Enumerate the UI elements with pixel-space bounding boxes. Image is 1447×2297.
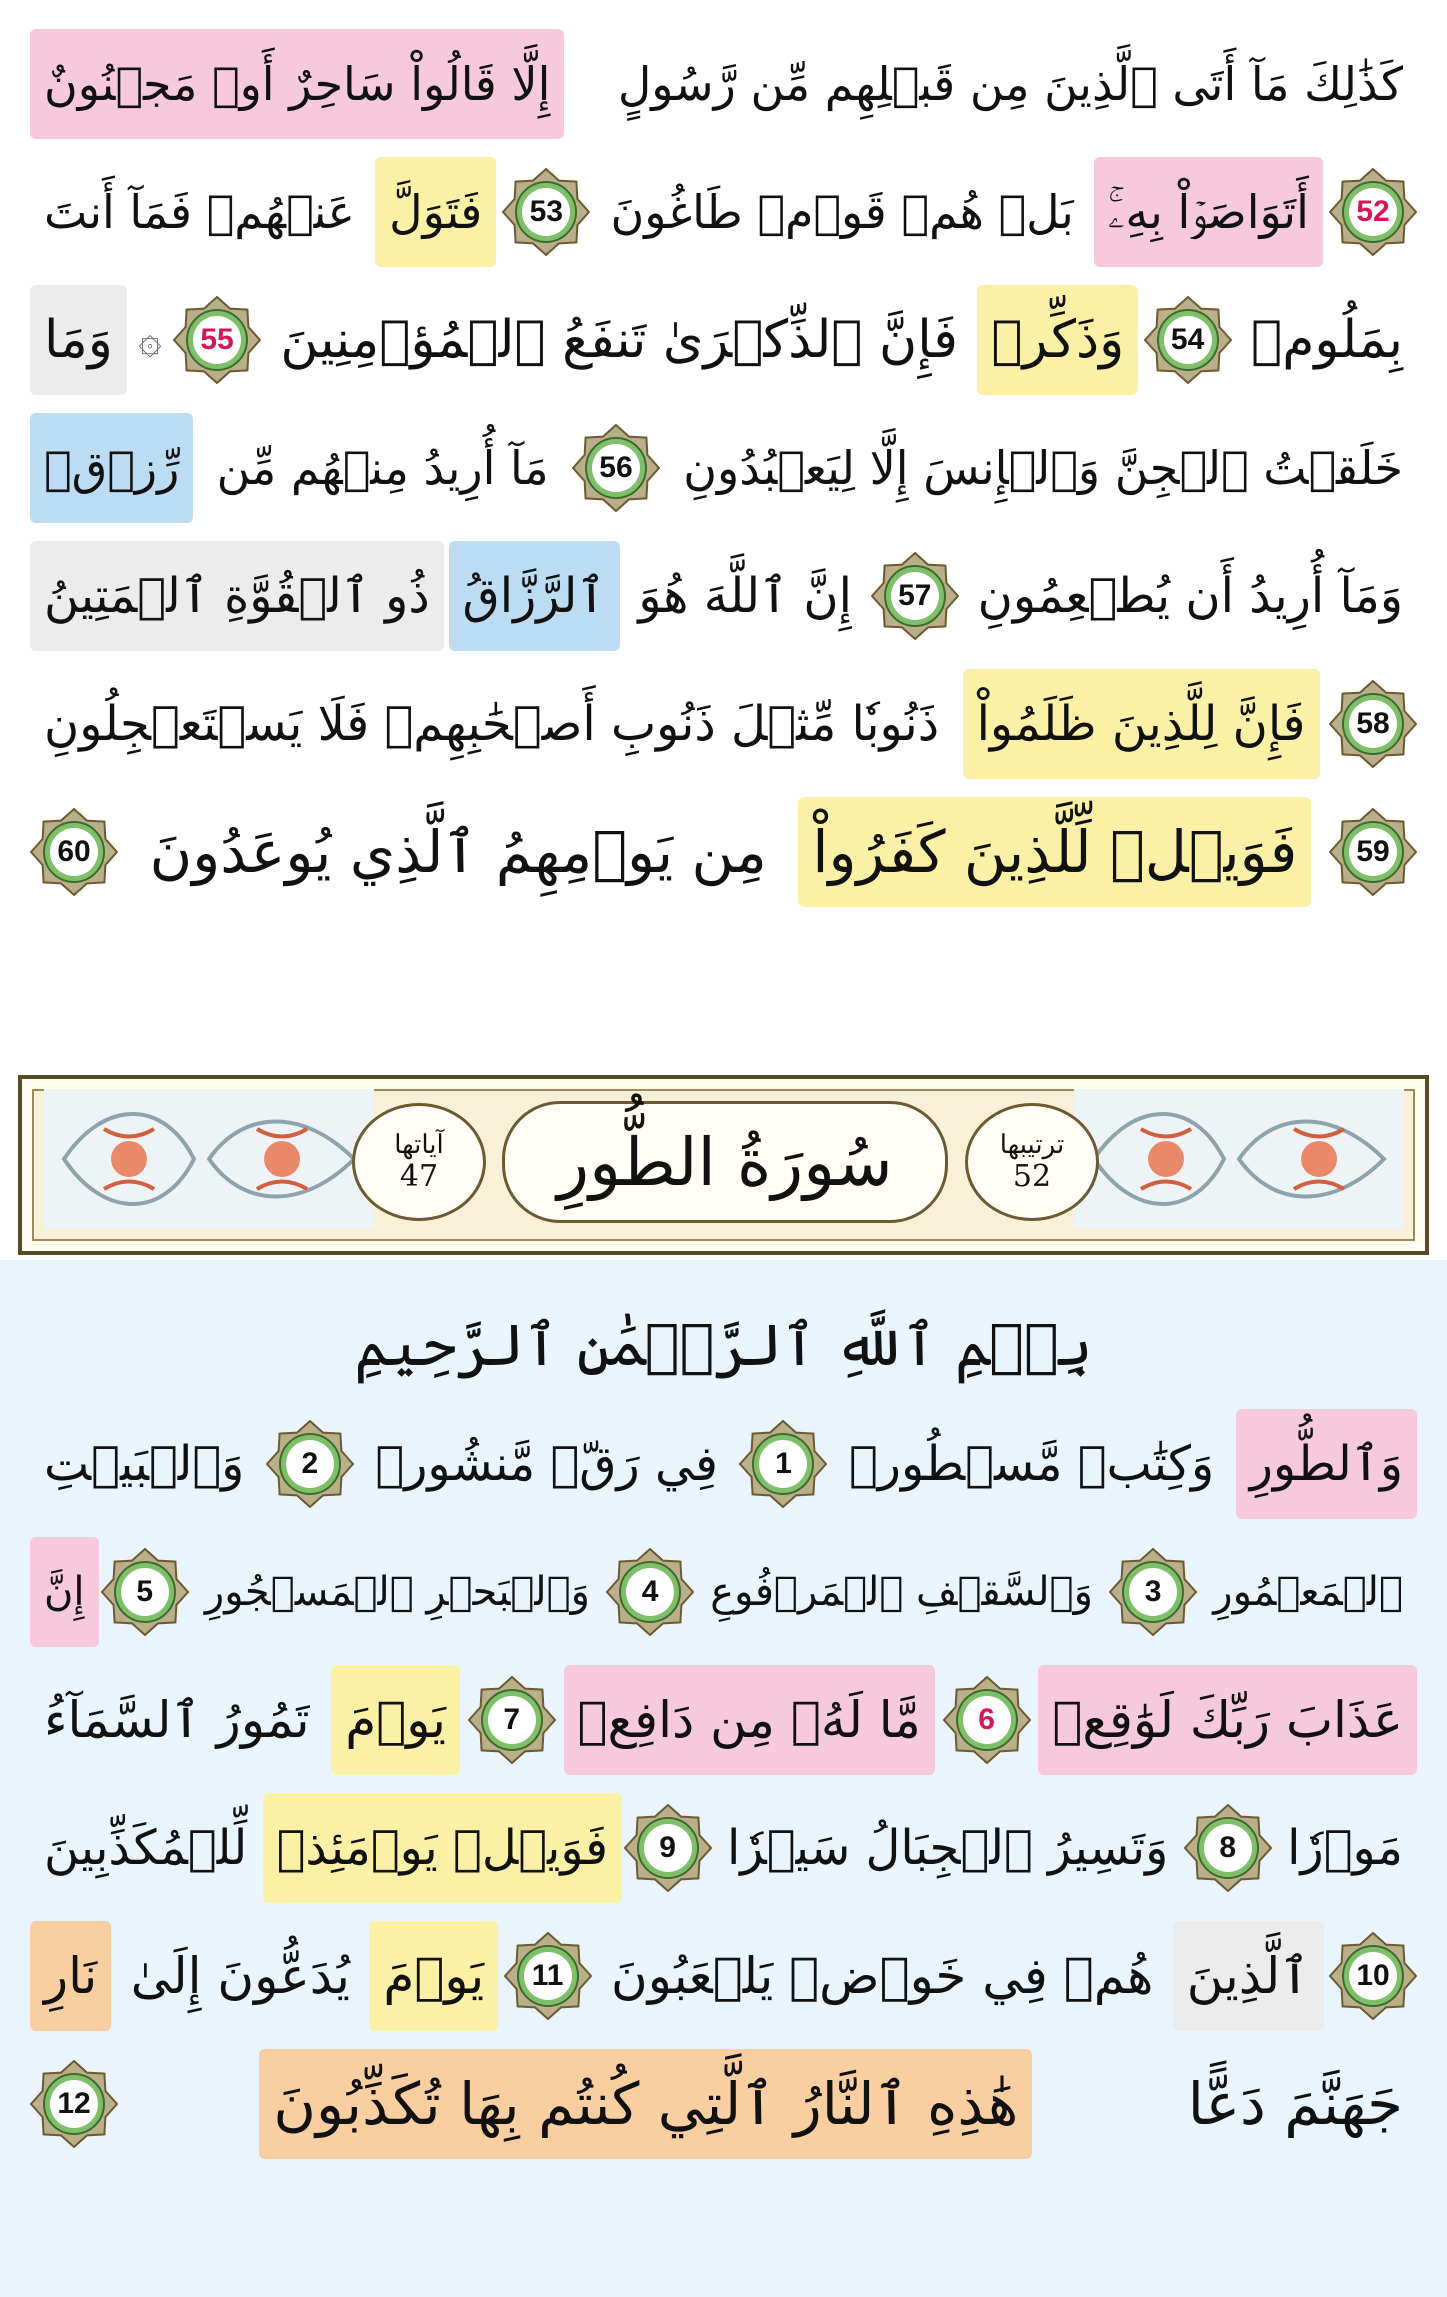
verse-text: فِي رَقّٖ مَّنشُورٖ [375, 1436, 718, 1492]
highlighted-verse-text: نَارِ [30, 1921, 111, 2031]
ayah-marker-icon[interactable] [266, 1420, 354, 1508]
ayah-marker-icon[interactable] [30, 2060, 118, 2148]
ayah-number: 60 [57, 835, 91, 868]
ayah-marker-icon[interactable] [606, 1548, 694, 1636]
text-line [30, 532, 1417, 660]
text-line [30, 2040, 1417, 2168]
ayah-marker-icon[interactable] [504, 1932, 592, 2020]
ayah-marker-icon[interactable] [468, 1676, 556, 1764]
highlighted-verse-text: رِّزۡقٖ [30, 413, 193, 523]
ayah-marker-icon[interactable] [871, 552, 959, 640]
verse-text: فَإِنَّ ٱلذِّكۡرَىٰ تَنفَعُ ٱلۡمُؤۡمِنِينَ [280, 310, 958, 370]
ayah-number: 55 [200, 323, 234, 356]
text-line [30, 404, 1417, 532]
verse-text: عَنۡهُمۡ فَمَآ أَنتَ [44, 185, 355, 239]
highlighted-verse-text: ٱلرَّزَّاقُ [449, 541, 620, 651]
highlighted-verse-text: أَتَوَاصَوۡاْ بِهِۦۚ [1094, 157, 1323, 267]
verses-label: آياتها [394, 1130, 444, 1160]
verse-text: مِن يَوۡمِهِمُ ٱلَّذِي يُوعَدُونَ [149, 818, 767, 886]
verse-count-medallion [352, 1103, 486, 1221]
highlighted-verse-text: مَّا لَهُۥ مِن دَافِعٖ [564, 1665, 935, 1775]
surah-banner [18, 1075, 1429, 1255]
surah-order-medallion [965, 1103, 1099, 1221]
verses-number: 47 [399, 1159, 439, 1194]
verse-text: وَٱلسَّقۡفِ ٱلۡمَرۡفُوعِ [710, 1569, 1093, 1615]
verse-text: إِنَّ ٱللَّهَ هُوَ [638, 568, 852, 624]
verse-text: وَمَآ أُرِيدُ أَن يُطۡعِمُونِ [977, 568, 1403, 624]
verse-text: بَلۡ هُمۡ قَوۡمٞ طَاغُونَ [610, 185, 1074, 239]
ayah-number: 7 [503, 1703, 521, 1736]
highlighted-verse-text: وَذَكِّرۡ [977, 285, 1138, 395]
ayah-number: 1 [775, 1447, 792, 1480]
ayah-marker-icon[interactable] [101, 1548, 189, 1636]
floral-ornament-icon [44, 1089, 374, 1229]
highlighted-verse-text: يَوۡمَ [369, 1921, 498, 2031]
highlighted-verse-text: وَٱلطُّورِ [1236, 1409, 1417, 1519]
surah-title: سُورَةُ الطُّورِ [502, 1101, 948, 1223]
ayah-marker-icon[interactable] [1329, 680, 1417, 768]
verse-text: ذَنُوبٗا مِّثۡلَ ذَنُوبِ أَصۡحَٰبِهِمۡ فَلَا يَسۡتَعۡجِلُونِ [44, 696, 940, 752]
ayah-number: 52 [1356, 195, 1390, 228]
ayah-number: 12 [57, 2087, 91, 2120]
verse-text: وَتَسِيرُ ٱلۡجِبَالُ سَيۡرٗا [726, 1820, 1169, 1876]
highlighted-verse-text: إِلَّا قَالُواْ سَاحِرٌ أَوۡ مَجۡنُونٌ [30, 29, 564, 139]
ayah-marker-icon[interactable] [572, 424, 660, 512]
ayah-number: 53 [529, 195, 564, 228]
verse-text: جَهَنَّمَ دَعًّا [1187, 2070, 1403, 2138]
text-line [30, 1912, 1417, 2040]
text-line [30, 788, 1417, 916]
verse-text: هُمۡ فِي خَوۡضٖ يَلۡعَبُونَ [611, 1947, 1154, 2005]
text-line [30, 276, 1417, 404]
ayah-marker-icon[interactable] [1109, 1548, 1197, 1636]
text-line [30, 1656, 1417, 1784]
ayah-marker-icon[interactable] [1329, 1932, 1417, 2020]
ayah-number: 4 [641, 1575, 659, 1608]
highlighted-verse-text: إِنَّ [30, 1537, 99, 1647]
highlighted-verse-text: فَوَيۡلٞ لِّلَّذِينَ كَفَرُواْ [798, 797, 1311, 907]
ayah-number: 54 [1170, 323, 1205, 356]
ayah-number: 3 [1144, 1575, 1162, 1608]
verse-text: مَوۡرٗا [1287, 1820, 1403, 1876]
verse-text: وَٱلۡبَحۡرِ ٱلۡمَسۡجُورِ [204, 1569, 590, 1615]
ayah-marker-icon[interactable] [30, 808, 118, 896]
ayah-marker-icon[interactable] [624, 1804, 712, 1892]
order-label: ترتيبها [999, 1130, 1065, 1160]
verse-text: مَآ أُرِيدُ مِنۡهُم مِّن [216, 441, 549, 495]
verse-text: كَذَٰلِكَ مَآ أَتَى ٱلَّذِينَ مِن قَبۡلِهِم مِّن رَّسُولٍ [617, 57, 1403, 111]
floral-ornament-icon [1074, 1089, 1404, 1229]
text-line [30, 1528, 1417, 1656]
ayah-marker-icon[interactable] [1144, 296, 1232, 384]
ayah-number: 11 [531, 1959, 564, 1992]
ayah-number: 5 [136, 1575, 154, 1608]
verse-text: وَكِتَٰبٖ مَّسۡطُورٖ [848, 1436, 1215, 1492]
highlighted-verse-text: عَذَابَ رَبِّكَ لَوَٰقِعٞ [1038, 1665, 1417, 1775]
basmala: بِسۡمِ ٱللَّهِ ٱلرَّحۡمَٰنِ ٱلرَّحِيمِ [354, 1311, 1093, 1379]
text-line [30, 148, 1417, 276]
ayah-number: 2 [301, 1447, 319, 1480]
ayah-number: 57 [898, 579, 932, 612]
order-number: 52 [1012, 1159, 1052, 1194]
ayah-number: 58 [1356, 707, 1390, 740]
text-line [30, 660, 1417, 788]
ayah-marker-icon[interactable] [943, 1676, 1031, 1764]
highlighted-verse-text: ذُو ٱلۡقُوَّةِ ٱلۡمَتِينُ [30, 541, 444, 651]
ayah-number: 6 [978, 1703, 995, 1736]
highlighted-verse-text: ٱلَّذِينَ [1173, 1921, 1324, 2031]
highlighted-verse-text: يَوۡمَ [331, 1665, 460, 1775]
verse-text: وَٱلۡبَيۡتِ [44, 1436, 245, 1492]
text-line [30, 20, 1417, 148]
ayah-number: 8 [1219, 1831, 1237, 1864]
hizb-marker-icon: ۞ [138, 317, 162, 363]
verse-text: تَمُورُ ٱلسَّمَآءُ [44, 1691, 310, 1749]
highlighted-verse-text: فَإِنَّ لِلَّذِينَ ظَلَمُواْ [963, 669, 1320, 779]
ayah-marker-icon[interactable] [1329, 808, 1417, 896]
verse-text: لِّلۡمُكَذِّبِينَ [44, 1820, 248, 1876]
highlighted-verse-text: هَٰذِهِ ٱلنَّارُ ٱلَّتِي كُنتُم بِهَا تُكَذِّبُونَ [259, 2049, 1032, 2159]
ayah-number: 9 [659, 1831, 676, 1864]
text-line [30, 1784, 1417, 1912]
ayah-number: 59 [1356, 835, 1390, 868]
highlighted-verse-text: وَمَا [30, 285, 127, 395]
highlighted-verse-text: فَوَيۡلٞ يَوۡمَئِذٖ [263, 1793, 622, 1903]
ayah-marker-icon[interactable] [173, 296, 261, 384]
verse-text: بِمَلُومٖ [1250, 310, 1403, 370]
ayah-number: 56 [599, 451, 633, 484]
ayah-marker-icon[interactable] [1329, 168, 1417, 256]
verse-text: خَلَقۡتُ ٱلۡجِنَّ وَٱلۡإِنسَ إِلَّا لِيَعۡبُدُونِ [683, 441, 1403, 495]
highlighted-verse-text: فَتَوَلَّ [375, 157, 496, 267]
text-line [30, 1400, 1417, 1528]
ayah-number: 10 [1356, 1959, 1390, 1992]
verse-text: ٱلۡمَعۡمُورِ [1213, 1569, 1403, 1615]
ayah-marker-icon[interactable] [739, 1420, 827, 1508]
ayah-marker-icon[interactable] [1184, 1804, 1272, 1892]
verse-text: يُدَعُّونَ إِلَىٰ [130, 1947, 350, 2005]
ayah-marker-icon[interactable] [502, 168, 590, 256]
